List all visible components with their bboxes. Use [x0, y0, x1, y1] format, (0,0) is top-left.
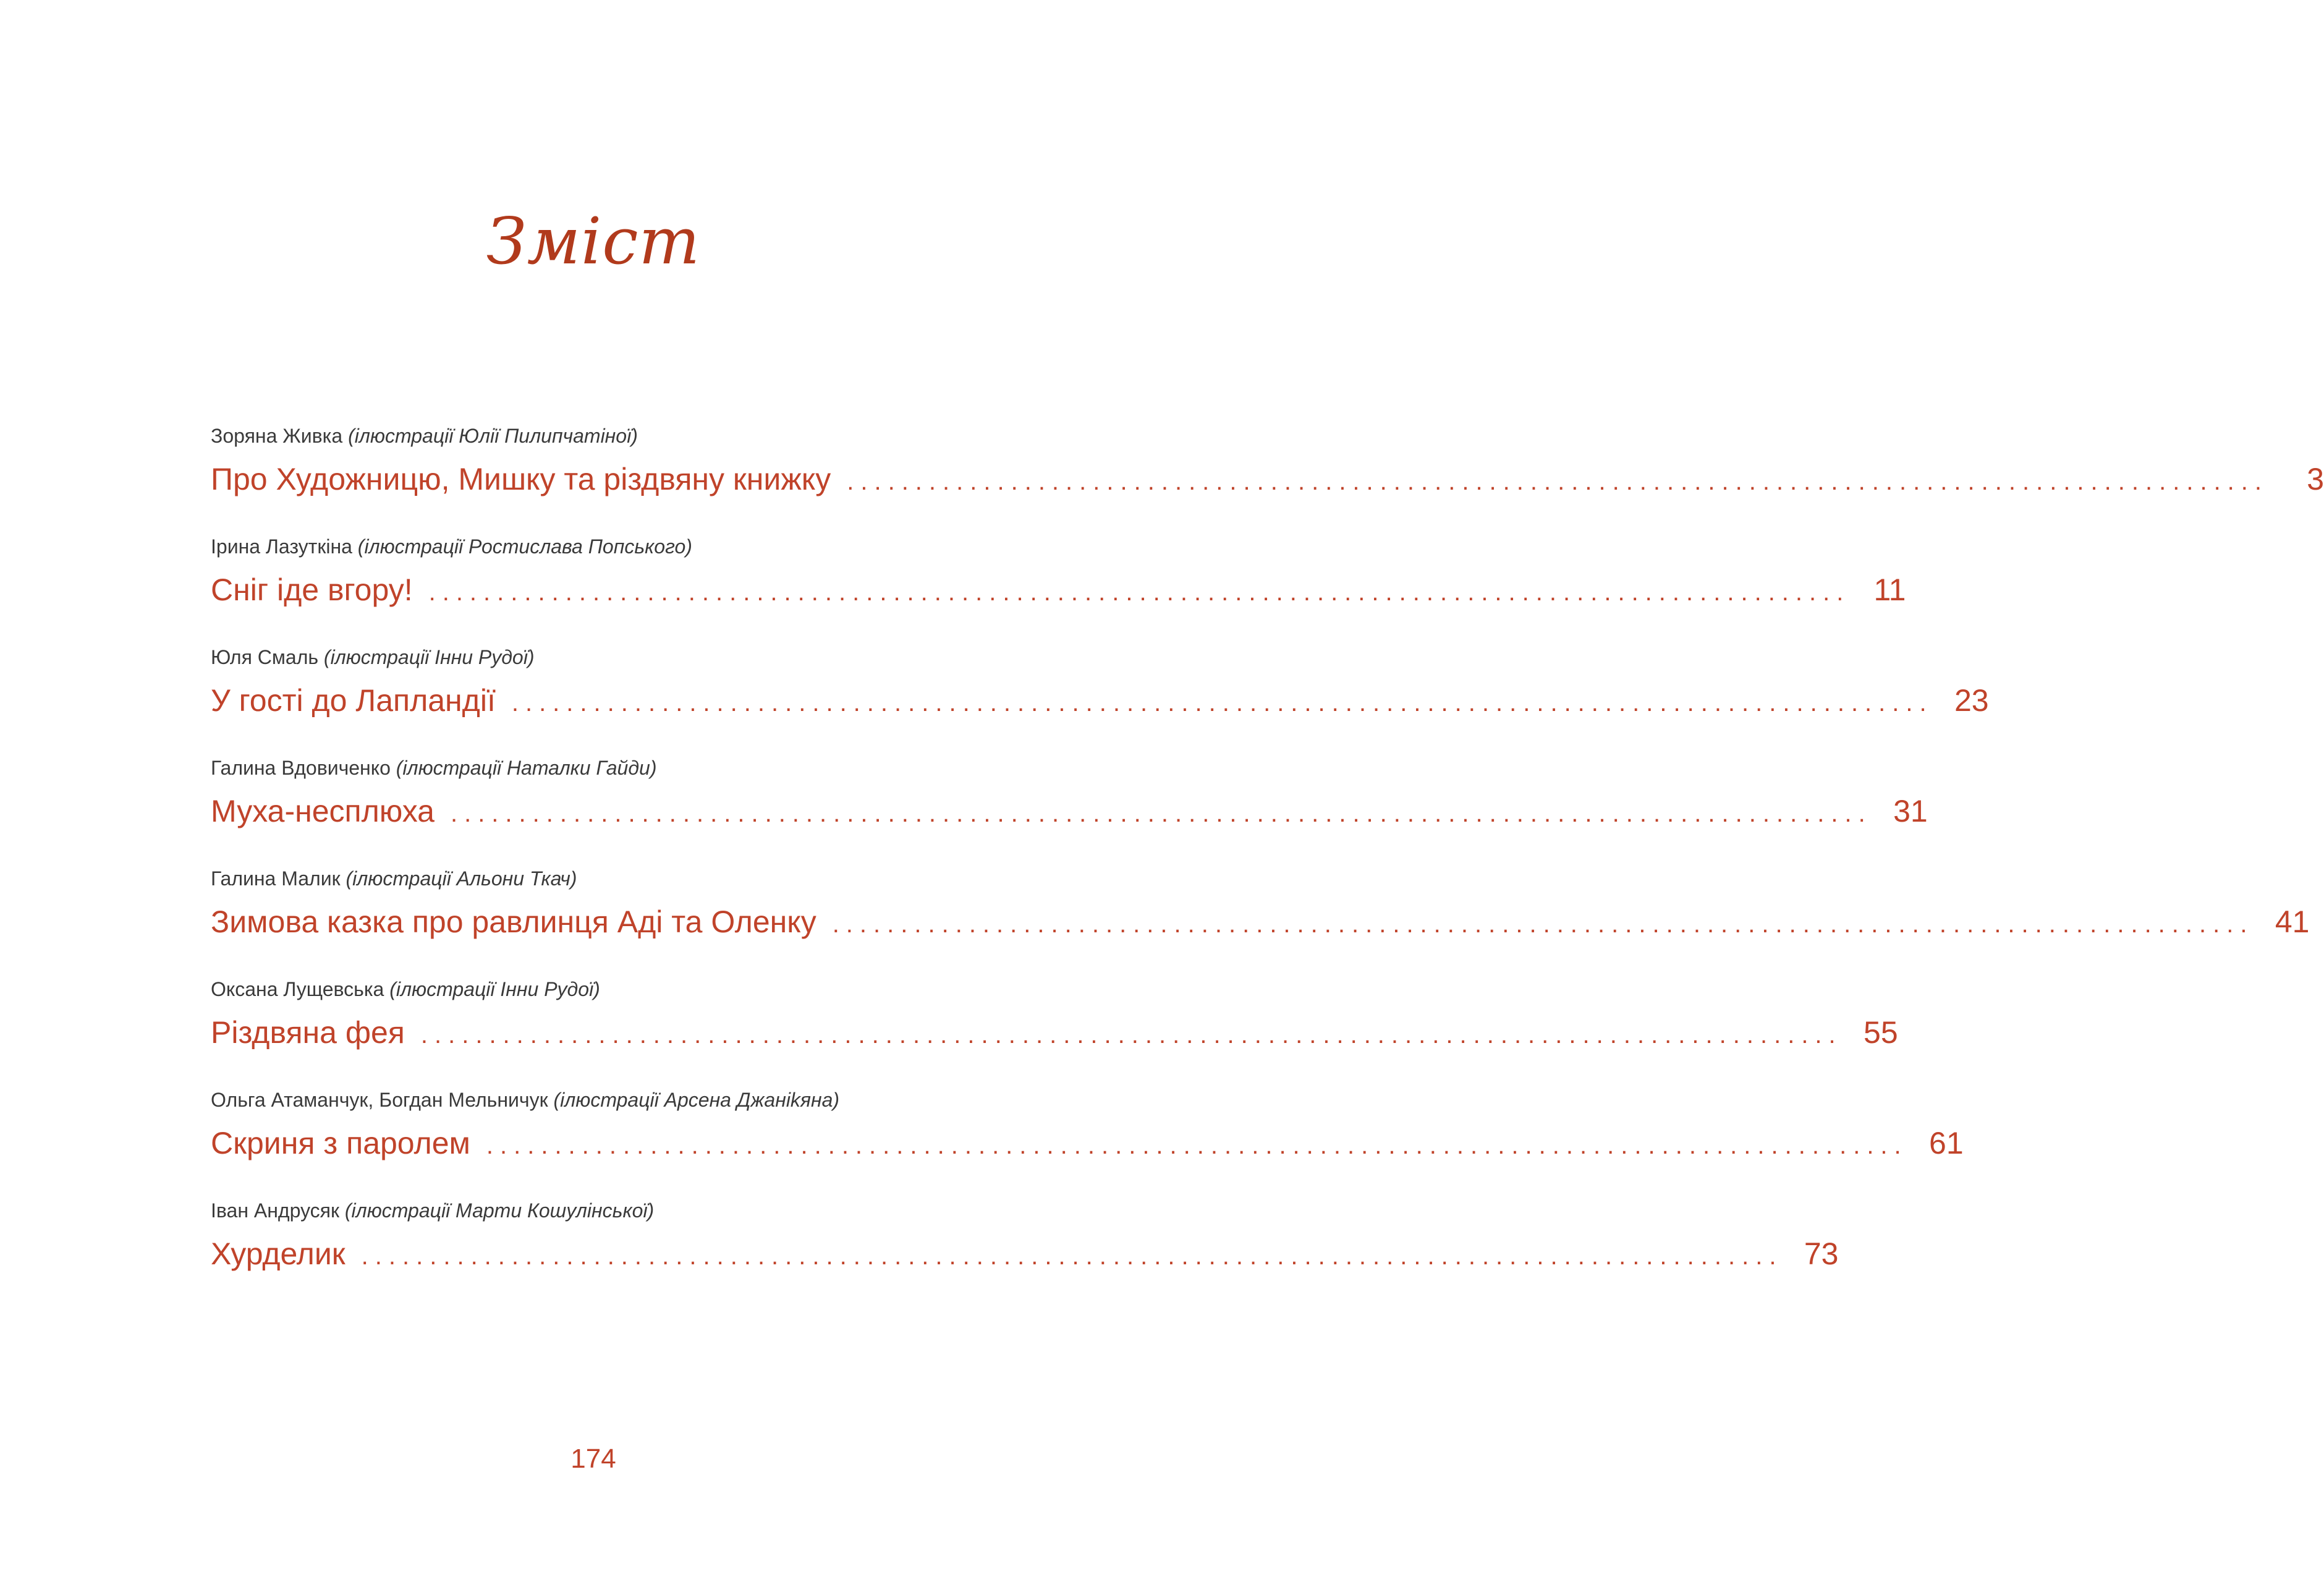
page-number[interactable]: 55: [1864, 1015, 1898, 1050]
story-title[interactable]: Хурделик: [211, 1236, 346, 1271]
title-row[interactable]: [211, 900, 2310, 943]
page-number[interactable]: 41: [2275, 904, 2310, 939]
author-line: [211, 1084, 839, 1115]
page-number[interactable]: 31: [1893, 794, 1928, 828]
author-name: Іван Андрусяк: [211, 1199, 339, 1222]
author-line: [211, 974, 600, 1005]
page-number[interactable]: 73: [1804, 1236, 1839, 1271]
author-line: [211, 863, 577, 894]
dot-leader: ........................................................................................................: [847, 468, 2269, 495]
page-number[interactable]: 3: [2307, 462, 2324, 496]
story-title[interactable]: Про Художницю, Мишку та різдвяну книжку: [211, 462, 831, 496]
toc-entry: [211, 420, 2324, 531]
illustrator-credit: (ілюстрації Альони Ткач): [346, 867, 577, 890]
illustrator-credit: (ілюстрації Наталки Гайди): [396, 757, 657, 779]
author-name: Оксана Лущевська: [211, 978, 384, 1000]
toc-entry: [211, 1084, 1964, 1195]
story-title[interactable]: Зимова казка про равлинця Аді та Оленку: [211, 904, 816, 939]
toc-entry: [211, 863, 2310, 974]
page-folio: 174: [570, 1444, 616, 1474]
story-title[interactable]: Сніг іде вгору!: [211, 572, 413, 607]
story-title[interactable]: Муха-несплюха: [211, 794, 435, 828]
author-name: Зоряна Живка: [211, 425, 343, 447]
illustrator-credit: (ілюстрації Ростислава Попського): [357, 535, 692, 558]
title-row[interactable]: [211, 679, 1989, 722]
dot-leader: ........................................................................................................: [511, 689, 1933, 717]
story-title[interactable]: Скриня з паролем: [211, 1126, 470, 1160]
author-name: Юля Смаль: [211, 646, 319, 668]
title-row[interactable]: [211, 1121, 1964, 1165]
illustrator-credit: (ілюстрації Інни Рудої): [389, 978, 600, 1000]
title-row[interactable]: [211, 568, 1906, 611]
dot-leader: ........................................................................................................: [450, 800, 1872, 827]
illustrator-credit: (ілюстрації Марти Кошулінської): [344, 1199, 655, 1222]
author-line: [211, 642, 534, 673]
dot-leader: ........................................................................................................: [428, 579, 1851, 606]
table-of-contents: [211, 420, 2324, 1306]
author-name: Ірина Лазуткіна: [211, 535, 352, 558]
author-line: [211, 420, 638, 451]
author-line: [211, 752, 656, 783]
illustrator-credit: (ілюстрації Арсена Джаніkяна): [553, 1089, 840, 1111]
illustrator-credit: (ілюстрації Інни Рудої): [323, 646, 535, 668]
toc-entry: [211, 531, 1906, 642]
title-row[interactable]: [211, 458, 2324, 501]
title-row[interactable]: [211, 790, 1928, 833]
story-title[interactable]: У гості до Лапландії: [211, 683, 496, 718]
page-number[interactable]: 23: [1954, 683, 1989, 718]
author-line: [211, 531, 692, 562]
toc-entry: [211, 974, 1898, 1084]
page-title: Зміст: [486, 203, 701, 279]
title-row[interactable]: [211, 1011, 1898, 1054]
dot-leader: ........................................................................................................: [486, 1132, 1908, 1159]
author-name: Галина Вдовиченко: [211, 757, 391, 779]
toc-entry: [211, 1195, 1839, 1306]
toc-entry: [211, 752, 1928, 863]
dot-leader: ........................................................................................................: [361, 1243, 1783, 1270]
page-number[interactable]: 61: [1929, 1126, 1964, 1160]
story-title[interactable]: Різдвяна фея: [211, 1015, 405, 1050]
illustrator-credit: (ілюстрації Юлії Пилипчатіної): [348, 425, 638, 447]
author-name: Ольга Атаманчук, Богдан Мельничук: [211, 1089, 548, 1111]
author-line: [211, 1195, 654, 1226]
dot-leader: ........................................................................................................: [832, 911, 2254, 938]
page-number[interactable]: 11: [1873, 572, 1906, 607]
dot-leader: ........................................................................................................: [420, 1021, 1843, 1049]
title-row[interactable]: [211, 1232, 1839, 1275]
toc-entry: [211, 642, 1989, 752]
author-name: Галина Малик: [211, 867, 341, 890]
